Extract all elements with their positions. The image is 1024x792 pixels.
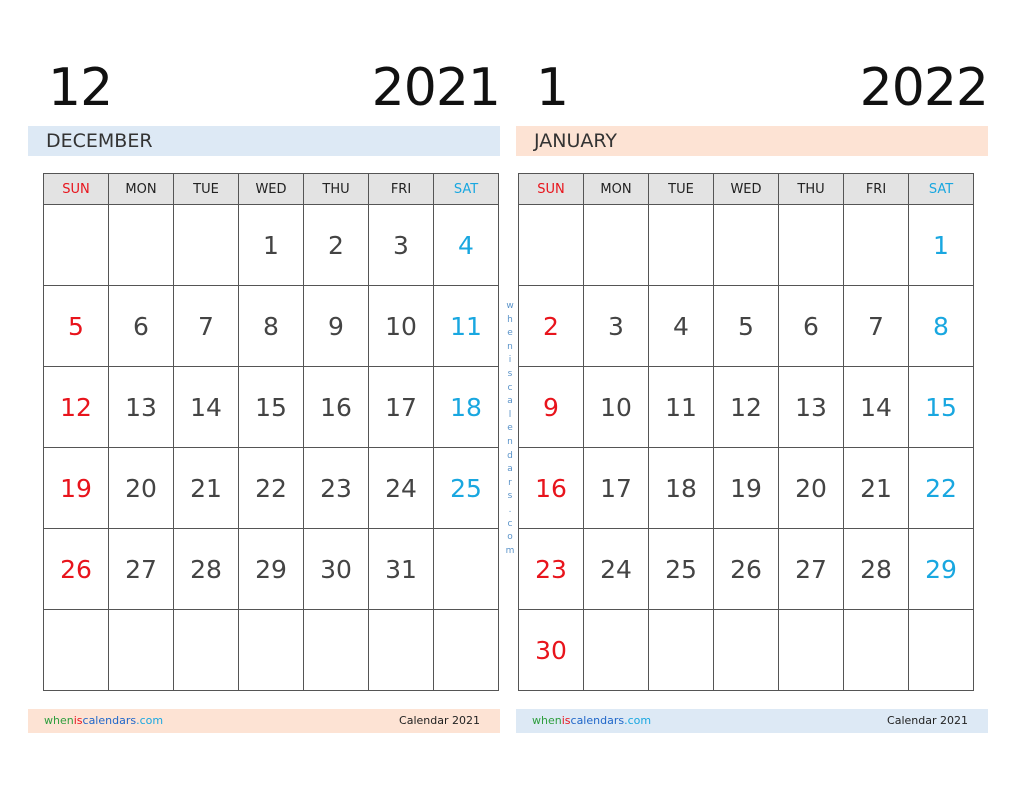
day-cell (109, 205, 174, 286)
day-cell: 12 (44, 367, 109, 448)
day-cell (174, 205, 239, 286)
weekday-header: THU (779, 174, 844, 205)
day-cell: 29 (239, 529, 304, 610)
day-cell (369, 610, 434, 691)
weekday-header: THU (304, 174, 369, 205)
day-cell: 22 (239, 448, 304, 529)
day-cell: 23 (304, 448, 369, 529)
weekday-header: SUN (519, 174, 584, 205)
day-cell: 17 (584, 448, 649, 529)
weekday-header: TUE (174, 174, 239, 205)
day-cell (584, 205, 649, 286)
day-cell: 11 (434, 286, 499, 367)
day-cell (584, 610, 649, 691)
weekday-header: SUN (44, 174, 109, 205)
week-row (44, 286, 499, 367)
day-cell: 16 (304, 367, 369, 448)
footer-brand-link[interactable]: wheniscalendars.com (44, 714, 164, 727)
day-cell: 13 (779, 367, 844, 448)
day-cell: 28 (174, 529, 239, 610)
month-name-bar (28, 126, 500, 156)
day-cell (434, 610, 499, 691)
day-cell: 18 (434, 367, 499, 448)
day-cell: 7 (174, 286, 239, 367)
footer-bar (28, 709, 500, 733)
day-cell: 21 (174, 448, 239, 529)
day-cell: 28 (844, 529, 909, 610)
day-cell: 25 (649, 529, 714, 610)
day-cell (844, 205, 909, 286)
day-cell (649, 610, 714, 691)
day-cell: 18 (649, 448, 714, 529)
day-cell: 4 (434, 205, 499, 286)
day-cell: 20 (779, 448, 844, 529)
day-cell: 27 (109, 529, 174, 610)
week-row (44, 205, 499, 286)
day-cell: 10 (584, 367, 649, 448)
week-row (44, 610, 499, 691)
month-name: JANUARY (534, 130, 617, 152)
month-name: DECEMBER (46, 130, 153, 152)
december-calendar (28, 0, 500, 792)
calendar-grid (518, 173, 974, 691)
day-cell: 2 (304, 205, 369, 286)
weekday-header: FRI (844, 174, 909, 205)
week-row (44, 448, 499, 529)
footer-bar (516, 709, 988, 733)
day-cell: 26 (714, 529, 779, 610)
day-cell: 14 (174, 367, 239, 448)
day-cell: 23 (519, 529, 584, 610)
day-cell: 25 (434, 448, 499, 529)
day-cell (714, 205, 779, 286)
day-cell: 19 (714, 448, 779, 529)
day-cell: 5 (714, 286, 779, 367)
day-cell: 14 (844, 367, 909, 448)
week-row (519, 529, 974, 610)
day-cell: 2 (519, 286, 584, 367)
day-cell: 9 (304, 286, 369, 367)
day-cell (779, 610, 844, 691)
weekday-header: SAT (909, 174, 974, 205)
day-cell: 3 (369, 205, 434, 286)
day-cell: 15 (239, 367, 304, 448)
footer-calendar-label: Calendar 2021 (887, 714, 968, 727)
footer-calendar-label: Calendar 2021 (399, 714, 480, 727)
day-cell (434, 529, 499, 610)
day-cell: 4 (649, 286, 714, 367)
day-cell: 7 (844, 286, 909, 367)
day-cell: 31 (369, 529, 434, 610)
day-cell (44, 610, 109, 691)
day-cell (519, 205, 584, 286)
day-cell: 1 (909, 205, 974, 286)
day-cell (779, 205, 844, 286)
day-cell (909, 610, 974, 691)
day-cell (109, 610, 174, 691)
day-cell: 3 (584, 286, 649, 367)
day-cell (174, 610, 239, 691)
year-number: 2021 (371, 58, 500, 118)
day-cell: 8 (239, 286, 304, 367)
day-cell (239, 610, 304, 691)
day-cell: 19 (44, 448, 109, 529)
day-cell: 27 (779, 529, 844, 610)
day-cell: 8 (909, 286, 974, 367)
day-cell: 17 (369, 367, 434, 448)
day-cell: 13 (109, 367, 174, 448)
day-cell: 10 (369, 286, 434, 367)
day-cell: 5 (44, 286, 109, 367)
day-cell: 12 (714, 367, 779, 448)
january-calendar (516, 0, 988, 792)
day-cell: 22 (909, 448, 974, 529)
weekday-header: FRI (369, 174, 434, 205)
day-cell: 15 (909, 367, 974, 448)
week-row (519, 367, 974, 448)
week-row (519, 610, 974, 691)
month-number: 1 (536, 58, 569, 118)
footer-brand-link[interactable]: wheniscalendars.com (532, 714, 652, 727)
weekday-header: SAT (434, 174, 499, 205)
year-number: 2022 (859, 58, 988, 118)
day-cell (649, 205, 714, 286)
month-number: 12 (48, 58, 113, 118)
weekday-header: WED (239, 174, 304, 205)
day-cell: 29 (909, 529, 974, 610)
day-cell (304, 610, 369, 691)
week-row (519, 286, 974, 367)
month-name-bar (516, 126, 988, 156)
day-cell: 6 (779, 286, 844, 367)
day-cell: 9 (519, 367, 584, 448)
week-row (519, 448, 974, 529)
week-row (44, 529, 499, 610)
calendar-grid (43, 173, 499, 691)
weekday-header: WED (714, 174, 779, 205)
day-cell: 24 (584, 529, 649, 610)
day-cell (44, 205, 109, 286)
day-cell: 30 (519, 610, 584, 691)
day-cell: 16 (519, 448, 584, 529)
day-cell: 1 (239, 205, 304, 286)
day-cell: 30 (304, 529, 369, 610)
week-row (519, 205, 974, 286)
day-cell (714, 610, 779, 691)
weekday-header: MON (584, 174, 649, 205)
day-cell: 6 (109, 286, 174, 367)
weekday-header: MON (109, 174, 174, 205)
day-cell: 20 (109, 448, 174, 529)
week-row (44, 367, 499, 448)
day-cell: 24 (369, 448, 434, 529)
day-cell: 26 (44, 529, 109, 610)
vertical-watermark: w h e n i s c a l e n d a r s . c o m (505, 301, 515, 556)
weekday-header: TUE (649, 174, 714, 205)
day-cell: 21 (844, 448, 909, 529)
day-cell: 11 (649, 367, 714, 448)
day-cell (844, 610, 909, 691)
